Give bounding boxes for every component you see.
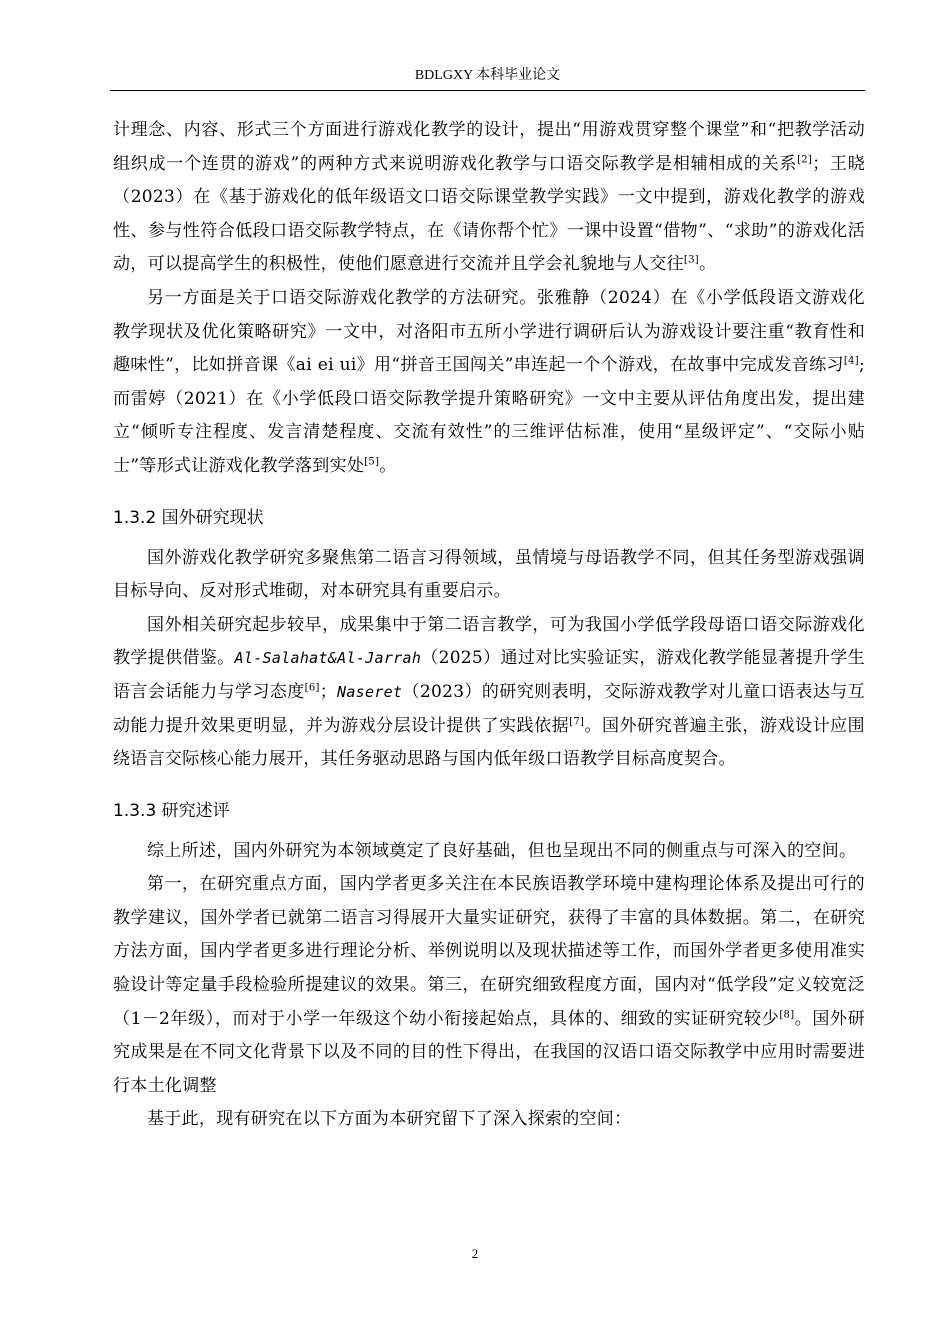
citation-ref: [2]	[797, 153, 813, 165]
paragraph-2: 另一方面是关于口语交际游戏化教学的方法研究。张雅静（2024）在《小学低段语文游戏化教学现状及优化策略研究》一文中，对洛阳市五所小学进行调研后认为游戏设计要注重“教育性和趣味性”，比如拼音课《ai ei ui》用“拼音王国闯关”串连起一个个游戏，在故事中完成发音练习[4];而雷婷（2021）在《小学低段口语交际教学提升策略研究》一文中主要从评估角度出发，提出建立“倾听专注程度、发言清楚程度、交流有效性”的三维评估标准，使用“星级评定”、“交际小贴士”等形式让游戏化教学落到实处[5]。	[113, 287, 865, 476]
paragraph-5: 综上所述，国内外研究为本领域奠定了良好基础，但也呈现出不同的侧重点与可深入的空间。	[147, 840, 857, 861]
paragraph-4: 国外相关研究起步较早，成果集中于第二语言教学，可为我国小学低学段母语口语交际游戏化教学提供借鉴。Al-Salahat&Al-Jarrah（2025）通过对比实验证实，游戏化教学能显著提升学生语言会话能力与学习态度[6]；Naseret（2023）的研究则表明，交际游戏教学对儿童口语表达与互动能力提升效果更明显，并为游戏分层设计提供了实践依据[7]。国外研究普遍主张，游戏设计应围绕语言交际核心能力展开，其任务驱动思路与国内低年级口语教学目标高度契合。	[113, 614, 865, 770]
author-name: Naseret	[337, 682, 403, 701]
paragraph-3: 国外游戏化教学研究多聚焦第二语言习得领域，虽情境与母语教学不同，但其任务型游戏强调目标导向、反对形式堆砌，对本研究具有重要启示。	[113, 547, 865, 602]
citation-ref: [7]	[569, 715, 585, 727]
citation-ref: [4]	[843, 355, 859, 367]
header-divider	[110, 90, 865, 91]
citation-ref: [5]	[364, 456, 380, 468]
section-heading-1-3-2: 1.3.2 国外研究现状	[113, 507, 264, 528]
citation-ref: [8]	[779, 1009, 795, 1020]
page-body	[113, 114, 865, 1137]
page-number: 2	[471, 1246, 479, 1261]
paragraph-7: 基于此，现有研究在以下方面为本研究留下了深入探索的空间：	[147, 1109, 632, 1130]
paragraph-1: 计理念、内容、形式三个方面进行游戏化教学的设计，提出“用游戏贯穿整个课堂”和“把教学活动组织成一个连贯的游戏”的两种方式来说明游戏化教学与口语交际教学是相辅相成的关系[2]；王晓（2023）在《基于游戏化的低年级语文口语交际课堂教学实践》一文中提到，游戏化教学的游戏性、参与性符合低段口语交际教学特点，在《请你帮个忙》一课中设置“借物”、“求助”的游戏化活动，可以提高学生的积极性，使他们愿意进行交流并且学会礼貌地与人交往[3]。	[113, 120, 865, 275]
citation-ref: [3]	[683, 254, 699, 266]
page-header: BDLGXY 本科毕业论文	[414, 68, 561, 83]
author-name: Al-Salahat&Al-Jarrah	[234, 649, 422, 668]
citation-ref: [6]	[304, 682, 320, 694]
paragraph-6: 第一，在研究重点方面，国内学者更多关注在本民族语教学环境中建构理论体系及提出可行的教学建议，国外学者已就第二语言习得展开大量实证研究，获得了丰富的具体数据。第二，在研究方法方面，国内学者更多进行理论分析、举例说明以及现状描述等工作，而国外学者更多使用准实验设计等定量手段检验所提建议的效果。第三，在研究细致程度方面，国内对“低学段”定义较宽泛（1－2年级），而对于小学一年级这个幼小衔接起始点，具体的、细致的实证研究较少[8]。国外研究成果是在不同文化背景下以及不同的目的性下得出，在我国的汉语口语交际教学中应用时需要进行本土化调整	[113, 874, 865, 1096]
section-heading-1-3-3: 1.3.3 研究述评	[113, 800, 230, 821]
